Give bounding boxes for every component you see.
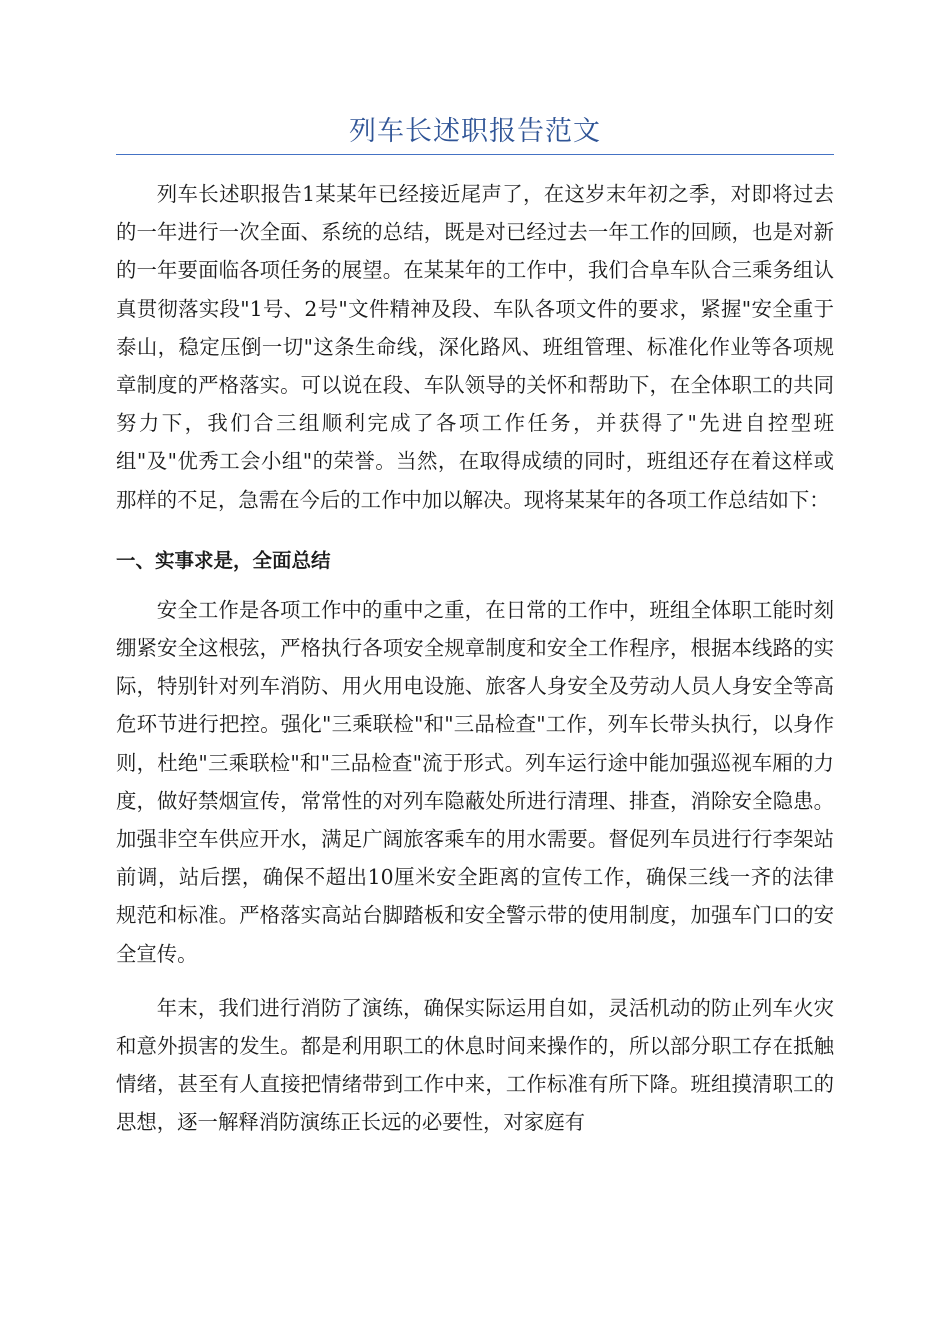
year-end-paragraph: 年末，我们进行消防了演练，确保实际运用自如，灵活机动的防止列车火灾和意外损害的发生。都是利用职工的休息时间来操作的，所以部分职工存在抵触情绪，甚至有人直接把情绪带到工作中来，工作标准有所下降。班组摸清职工的思想，逐一解释消防演练正长远的必要性，对家庭有 (116, 995, 834, 1135)
safety-paragraph: 安全工作是各项工作中的重中之重，在日常的工作中，班组全体职工能时刻绷紧安全这根弦，严格执行各项安全规章制度和安全工作程序，根据本线路的实际，特别针对列车消防、用火用电设施、旅客人身安全及劳动人员人身安全等高危环节进行把控。强化"三乘联检"和"三品检查"工作，列车长带头执行，以身作则，杜绝"三乘联检"和"三品检查"流于形式。列车运行途中能加强巡视车厢的力度，做好禁烟宣传，常常性的对列车隐蔽处所进行清理、排查，消除安全隐患。加强非空车供应开水，满足广阔旅客乘车的用水需要。督促列车员进行行李架站前调，站后摆，确保不超出10厘米安全距离的宣传工作，确保三线一齐的法律规范和标准。严格落实高站台脚踏板和安全警示带的使用制度，加强车门口的安全宣传。 (116, 597, 834, 966)
document-body (116, 112, 834, 1142)
document-title: 列车长述职报告范文 (116, 112, 834, 155)
intro-paragraph: 列车长述职报告1某某年已经接近尾声了，在这岁末年初之季，对即将过去的一年进行一次全面、系统的总结，既是对已经过去一年工作的回顾，也是对新的一年要面临各项任务的展望。在某某年的工作中，我们合阜车队合三乘务组认真贯彻落实段"1号、2号"文件精神及段、车队各项文件的要求，紧握"安全重于泰山，稳定压倒一切"这条生命线，深化路风、班组管理、标准化作业等各项规章制度的严格落实。可以说在段、车队领导的关怀和帮助下，在全体职工的共同努力下，我们合三组顺利完成了各项工作任务，并获得了"先进自控型班组"及"优秀工会小组"的荣誉。当然，在取得成绩的同时，班组还存在着这样或那样的不足，急需在今后的工作中加以解决。现将某某年的各项工作总结如下： (116, 182, 834, 512)
section-heading: 一、实事求是，全面总结 (116, 548, 331, 572)
